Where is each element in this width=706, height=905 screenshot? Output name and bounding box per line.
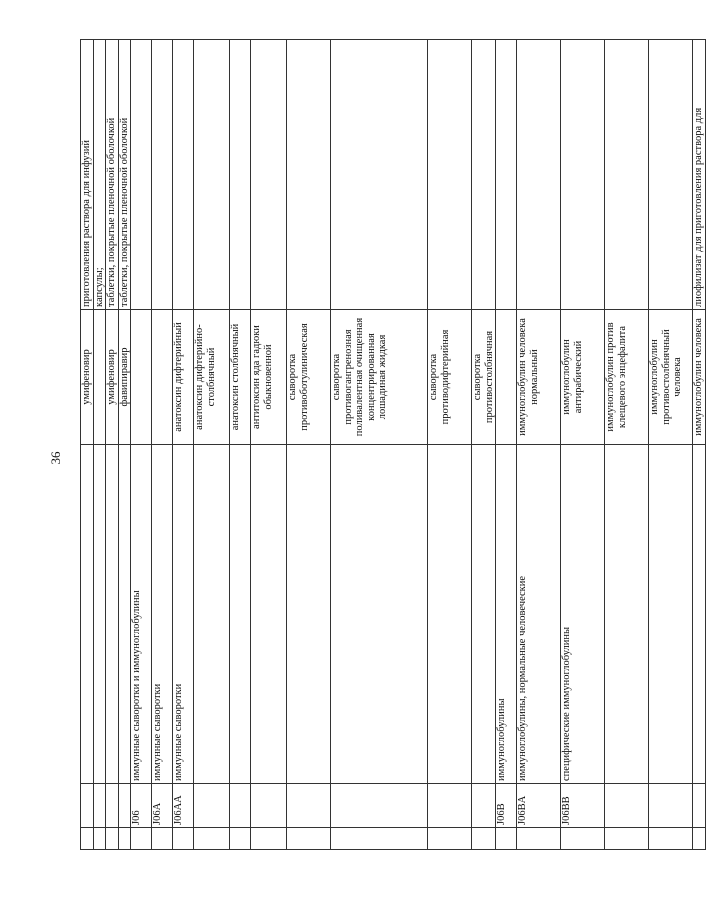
blank-cell (230, 828, 251, 850)
page-number: 36 (48, 451, 63, 465)
atc-code-cell (331, 784, 428, 828)
atc-code-cell: J06B (496, 784, 517, 828)
blank-cell (331, 828, 428, 850)
blank-cell (428, 828, 472, 850)
atc-code-cell (428, 784, 472, 828)
drug-name-cell: иммуноглобулин человека (693, 310, 706, 445)
blank-cell (131, 828, 152, 850)
drug-name-cell: умифеновир (81, 310, 94, 445)
drug-name-cell: фавипиравир (118, 310, 131, 445)
drug-name-cell: антитоксин яда гадюки обыкновенной (251, 310, 287, 445)
group-name-cell: иммунные сыворотки и иммуноглобулины (131, 445, 152, 784)
group-name-cell (693, 445, 706, 784)
drug-name-cell: анатоксин дифтерийный (173, 310, 194, 445)
group-name-cell (331, 445, 428, 784)
atc-code-cell: J06BB (561, 784, 605, 828)
blank-cell (605, 828, 649, 850)
drug-name-cell: сыворотка противоботулиническая (287, 310, 331, 445)
blank-cell (649, 828, 693, 850)
dosage-form-cell (287, 40, 331, 310)
blank-cell (517, 828, 561, 850)
atc-code-cell (194, 784, 230, 828)
blank-cell (173, 828, 194, 850)
dosage-form-cell (152, 40, 173, 310)
drug-name-cell (93, 310, 106, 445)
group-name-cell (230, 445, 251, 784)
drug-name-cell: сыворотка противодифтерийная (428, 310, 472, 445)
table-row (106, 40, 119, 850)
group-name-cell (106, 445, 119, 784)
dosage-form-cell: приготовления раствора для инфузий (81, 40, 94, 310)
drug-name-cell: иммуноглобулин противостолбнячный человека (649, 310, 693, 445)
table-row (605, 40, 649, 850)
group-name-cell (472, 445, 496, 784)
dosage-form-cell (472, 40, 496, 310)
table-row (173, 40, 194, 850)
table-row (496, 40, 517, 850)
drug-name-cell: иммуноглобулин человека нормальный (517, 310, 561, 445)
blank-cell (561, 828, 605, 850)
dosage-form-cell (561, 40, 605, 310)
blank-cell (93, 828, 106, 850)
table-row (649, 40, 693, 850)
group-name-cell (287, 445, 331, 784)
table-row (251, 40, 287, 850)
drug-name-cell: иммуноглобулин антирабический (561, 310, 605, 445)
drug-name-cell (131, 310, 152, 445)
drug-name-cell: умифеновир (106, 310, 119, 445)
drug-name-cell: сыворотка противостолбнячная (472, 310, 496, 445)
atc-code-cell (287, 784, 331, 828)
table-row (331, 40, 428, 850)
dosage-form-cell (649, 40, 693, 310)
dosage-form-cell (251, 40, 287, 310)
blank-cell (152, 828, 173, 850)
atc-code-cell: J06AA (173, 784, 194, 828)
drug-table (80, 39, 706, 850)
group-name-cell: иммунные сыворотки (152, 445, 173, 784)
dosage-form-cell (173, 40, 194, 310)
blank-cell (118, 828, 131, 850)
atc-code-cell (251, 784, 287, 828)
dosage-form-cell (194, 40, 230, 310)
dosage-form-cell: таблетки, покрытые пленочной оболочкой (106, 40, 119, 310)
table-row (428, 40, 472, 850)
blank-cell (496, 828, 517, 850)
group-name-cell (428, 445, 472, 784)
group-name-cell: иммунные сыворотки (173, 445, 194, 784)
table-row (561, 40, 605, 850)
rotated-page-content (80, 40, 704, 850)
blank-cell (106, 828, 119, 850)
dosage-form-cell (496, 40, 517, 310)
dosage-form-cell (428, 40, 472, 310)
table-row (118, 40, 131, 850)
table-row (131, 40, 152, 850)
atc-code-cell: J06BA (517, 784, 561, 828)
dosage-form-cell: лиофилизат для приготовления раствора для (693, 40, 706, 310)
atc-code-cell (81, 784, 94, 828)
dosage-form-cell: капсулы; (93, 40, 106, 310)
dosage-form-cell (230, 40, 251, 310)
atc-code-cell (230, 784, 251, 828)
table-row (517, 40, 561, 850)
atc-code-cell (649, 784, 693, 828)
dosage-form-cell (331, 40, 428, 310)
table-row (693, 40, 706, 850)
atc-code-cell (106, 784, 119, 828)
blank-cell (287, 828, 331, 850)
atc-code-cell (118, 784, 131, 828)
table-row (230, 40, 251, 850)
blank-cell (251, 828, 287, 850)
dosage-form-cell (605, 40, 649, 310)
group-name-cell: иммуноглобулины (496, 445, 517, 784)
drug-name-cell: иммуноглобулин против клещевого энцефалита (605, 310, 649, 445)
atc-code-cell: J06 (131, 784, 152, 828)
atc-code-cell (605, 784, 649, 828)
drug-name-cell (152, 310, 173, 445)
group-name-cell (118, 445, 131, 784)
atc-code-cell (693, 784, 706, 828)
group-name-cell: специфические иммуноглобулины (561, 445, 605, 784)
drug-name-cell: анатоксин дифтерийно-столбнячный (194, 310, 230, 445)
table-row (472, 40, 496, 850)
group-name-cell (251, 445, 287, 784)
dosage-form-cell: таблетки, покрытые пленочной оболочкой (118, 40, 131, 310)
blank-cell (472, 828, 496, 850)
table-row (81, 40, 94, 850)
group-name-cell (194, 445, 230, 784)
drug-name-cell: сыворотка противогангренозная поливалентная очищенная концентрированная лошадиная жидкая (331, 310, 428, 445)
group-name-cell: иммуноглобулины, нормальные человеческие (517, 445, 561, 784)
drug-name-cell (496, 310, 517, 445)
group-name-cell (649, 445, 693, 784)
dosage-form-cell (517, 40, 561, 310)
table-row (287, 40, 331, 850)
dosage-form-cell (131, 40, 152, 310)
table-row (152, 40, 173, 850)
group-name-cell (81, 445, 94, 784)
table-row (194, 40, 230, 850)
blank-cell (693, 828, 706, 850)
blank-cell (194, 828, 230, 850)
atc-code-cell (93, 784, 106, 828)
blank-cell (81, 828, 94, 850)
group-name-cell (605, 445, 649, 784)
group-name-cell (93, 445, 106, 784)
table-row (93, 40, 106, 850)
atc-code-cell (472, 784, 496, 828)
atc-code-cell: J06A (152, 784, 173, 828)
drug-name-cell: анатоксин столбнячный (230, 310, 251, 445)
